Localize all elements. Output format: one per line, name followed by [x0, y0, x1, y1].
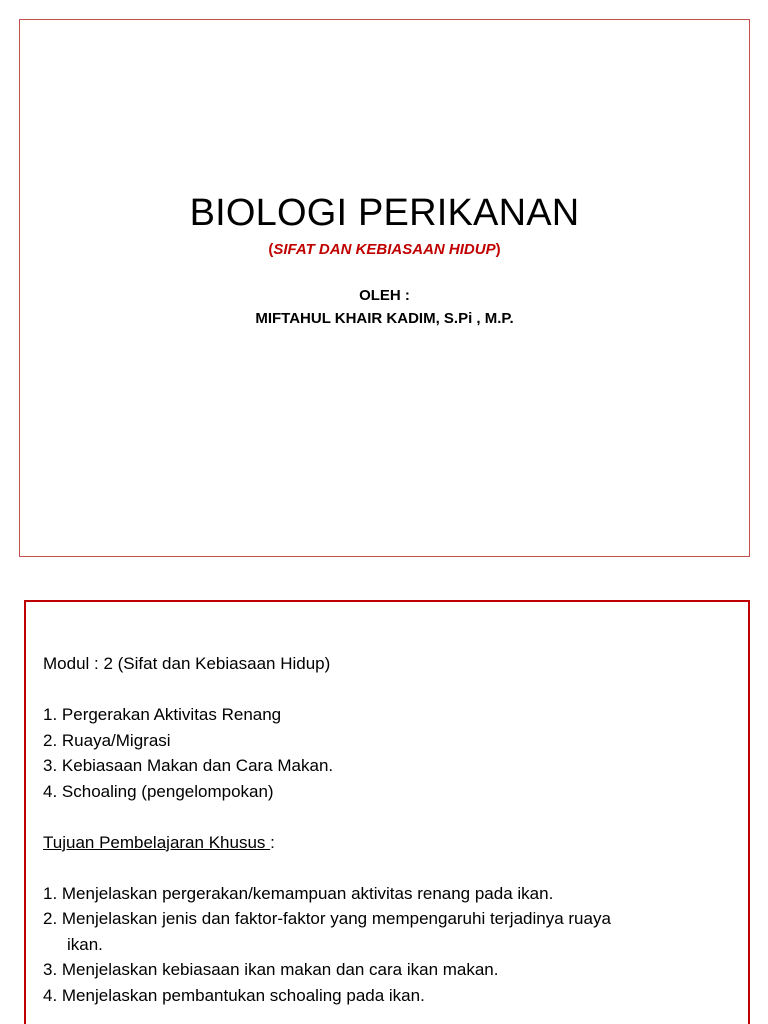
subtitle-close-paren: )	[495, 241, 501, 258]
topic-item: 3. Kebiasaan Makan dan Cara Makan.	[43, 756, 334, 775]
objective-item: 2. Menjelaskan jenis dan faktor-faktor yang mempengaruhi terjadinya ruaya	[43, 909, 611, 928]
topic-item: 1. Pergerakan Aktivitas Renang	[43, 705, 282, 724]
subtitle-text: SIFAT DAN KEBIASAAN HIDUP	[273, 241, 496, 258]
subtitle-open-paren: (	[268, 241, 274, 258]
module-heading: Modul : 2 (Sifat dan Kebiasaan Hidup)	[43, 654, 331, 673]
slide-subtitle	[20, 240, 749, 260]
spacer	[43, 804, 738, 830]
author-name: MIFTAHUL KHAIR KADIM, S.Pi , M.P.	[255, 310, 514, 327]
objectives-heading	[43, 830, 738, 856]
objective-item-continuation: ikan.	[67, 934, 103, 954]
topic-item: 4. Schoaling (pengelompokan)	[43, 781, 274, 801]
module-content	[43, 651, 738, 1008]
topic-item: 2. Ruaya/Migrasi	[43, 730, 171, 750]
module-slide	[24, 600, 750, 1024]
objectives-heading-text: Tujuan Pembelajaran Khusus	[43, 832, 271, 852]
spacer	[43, 855, 738, 881]
objectives-heading-colon: :	[270, 832, 275, 852]
slide-title: BIOLOGI PERIKANAN	[189, 192, 580, 234]
author-label: OLEH :	[359, 287, 410, 304]
objective-item: 4. Menjelaskan pembantukan schoaling pada ikan.	[43, 985, 425, 1005]
objective-item: 3. Menjelaskan kebiasaan ikan makan dan cara ikan makan.	[43, 960, 499, 979]
spacer	[43, 677, 738, 703]
cover-slide	[19, 19, 750, 557]
objective-item: 1. Menjelaskan pergerakan/kemampuan aktivitas renang pada ikan.	[43, 883, 554, 903]
